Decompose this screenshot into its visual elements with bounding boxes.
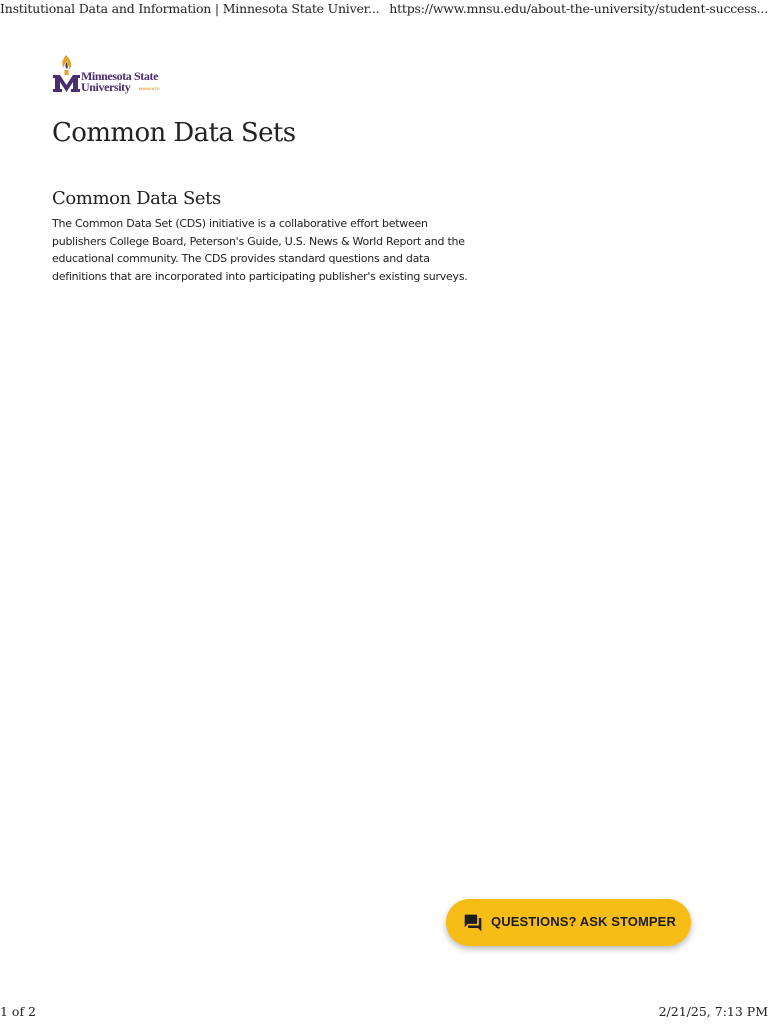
chat-bubbles-icon [463,913,483,933]
page-title: Common Data Sets [52,118,296,148]
page-number: 1 of 2 [0,1004,37,1019]
print-page-url: https://www.mnsu.edu/about-the-university/student-success... [389,1,768,16]
ask-stomper-button[interactable] [446,899,691,946]
university-logo[interactable] [52,54,176,96]
logo-wordmark-line2: University [81,80,131,94]
print-datetime: 2/21/25, 7:13 PM [658,1004,768,1019]
ask-stomper-label: QUESTIONS? ASK STOMPER [491,914,676,929]
section-body: The Common Data Set (CDS) initiative is a collaborative effort between publishers College Board, Peterson's Guide, U.S. News & World Report and the educational community. The CDS provides standard questions and data definitions that are incorporated into participating publisher's existing surveys. [52,217,468,283]
print-footer [0,1004,768,1024]
print-header [0,0,768,20]
section-title: Common Data Sets [52,188,221,209]
logo-wordmark-line1: Minnesota State [81,69,158,83]
print-page-title: Institutional Data and Information | Minnesota State Univer... [0,1,380,16]
logo-wordmark-sub: MANKATO [139,86,160,91]
torch-m-logo-icon [52,54,82,94]
